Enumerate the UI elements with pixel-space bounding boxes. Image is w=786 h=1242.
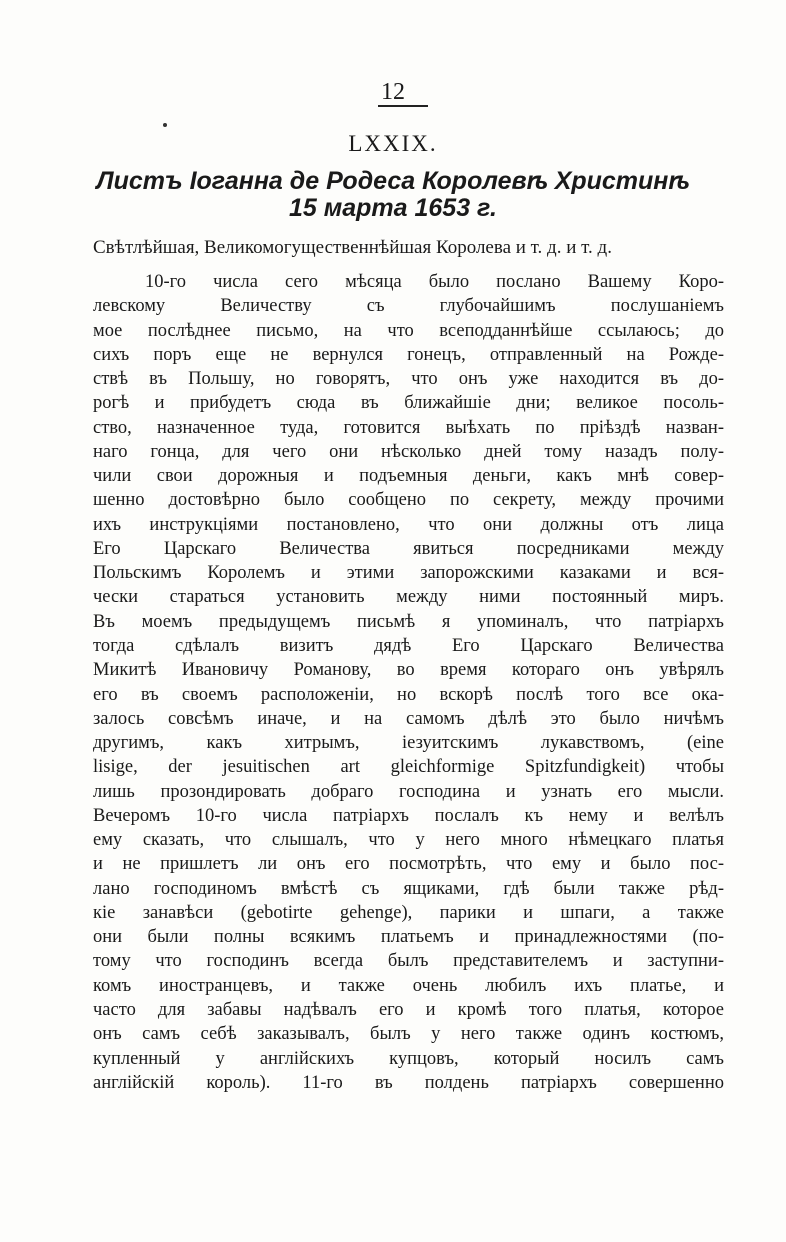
salutation: Свѣтлѣйшая, Великомогущественнѣйшая Королева и т. д. и т. д. bbox=[93, 237, 612, 258]
body-line: залось совсѣмъ иначе, и на самомъ дѣлѣ это было ничѣмъ bbox=[93, 708, 724, 729]
body-line: тогда сдѣлалъ визитъ дядѣ Его Царскаго Величества bbox=[93, 635, 724, 656]
body-line: тому что господинъ всегда былъ представителемъ и заступни- bbox=[93, 951, 724, 972]
body-line: лано господиномъ вмѣстѣ съ ящиками, гдѣ были также рѣд- bbox=[93, 878, 724, 899]
title-line-1: Листъ Іоганна де Родеса Королевѣ Христинѣ bbox=[96, 167, 690, 195]
body-line: и не пришлетъ ли онъ его посмотрѣть, что ему и было пос- bbox=[93, 854, 724, 875]
body-line: 10-го числа сего мѣсяца было послано Вашему Коро- bbox=[145, 272, 724, 292]
body-line: чили свои дорожныя и подъемныя деньги, какъ мнѣ совер- bbox=[93, 466, 724, 487]
page-number: 12 bbox=[381, 79, 405, 105]
title-line-2: 15 марта 1653 г. bbox=[288, 194, 498, 222]
body-line: ему сказать, что слышалъ, что у него много нѣмецкаго платья bbox=[93, 830, 724, 851]
body-line: они были полны всякимъ платьемъ и принадлежностями (по- bbox=[93, 927, 724, 948]
body-line: кіе занавѣси (gebotirte gehenge), парики и шпаги, а также bbox=[93, 902, 724, 923]
stray-dot bbox=[163, 123, 167, 127]
body-line: ство, назначенное туда, готовится выѣхать по пріѣздѣ назван- bbox=[93, 417, 724, 438]
body-line: lisige, der jesuitischen art gleichformige Spitzfundigkeit) чтобы bbox=[93, 757, 724, 778]
body-line: Вечеромъ 10-го числа патріархъ послалъ къ нему и велѣлъ bbox=[93, 805, 724, 826]
body-line: мое послѣднее письмо, на что всеподданнѣйше ссылаюсь; до bbox=[93, 320, 724, 341]
body-line: рогѣ и прибудетъ сюда въ ближайшіе дни; великое посоль- bbox=[93, 393, 724, 414]
body-line: Въ моемъ предыдущемъ письмѣ я упоминалъ, что патріархъ bbox=[93, 611, 724, 632]
body-line: часто для забавы надѣвалъ его и кромѣ того платья, которое bbox=[93, 999, 724, 1020]
body-line: другимъ, какъ хитрымъ, іезуитскимъ лукавствомъ, (eine bbox=[93, 733, 724, 754]
body-line: англійскій король). 11-го въ полдень патріархъ совершенно bbox=[93, 1072, 724, 1093]
body-text bbox=[93, 270, 724, 1095]
body-line: комъ иностранцевъ, и также очень любилъ ихъ платье, и bbox=[93, 975, 724, 996]
body-line: купленный у англійскихъ купцовъ, который носилъ самъ bbox=[93, 1048, 724, 1069]
document-title bbox=[0, 168, 786, 222]
body-line: Польскимъ Королемъ и этими запорожскими казаками и вся- bbox=[93, 563, 724, 584]
body-line: наго гонца, для чего они нѣсколько дней тому назадъ полу- bbox=[93, 441, 724, 462]
page-number-rule bbox=[378, 105, 428, 107]
body-line: лишь прозондировать добраго господина и узнать его мысли. bbox=[93, 781, 724, 802]
body-line: левскому Величеству съ глубочайшимъ послушаніемъ bbox=[93, 296, 724, 317]
body-line: сихъ поръ еще не вернулся гонецъ, отправленный на Рожде- bbox=[93, 344, 724, 365]
body-line: ихъ инструкціями постановлено, что они должны отъ лица bbox=[93, 514, 724, 535]
body-line: его въ своемъ расположеніи, но вскорѣ послѣ того все ока- bbox=[93, 684, 724, 705]
body-line: шенно достовѣрно было сообщено по секрету, между прочими bbox=[93, 490, 724, 511]
document-number: LXXIX. bbox=[348, 131, 438, 156]
body-line: Микитѣ Ивановичу Романову, во время котораго онъ увѣрялъ bbox=[93, 660, 724, 681]
body-line: онъ самъ себѣ заказывалъ, былъ у него также одинъ костюмъ, bbox=[93, 1024, 724, 1045]
body-line: Его Царскаго Величества явиться посредниками между bbox=[93, 538, 724, 559]
body-line: чески стараться установить между ними постоянный миръ. bbox=[93, 587, 724, 608]
body-line: ствѣ въ Польшу, но говорятъ, что онъ уже находится въ до- bbox=[93, 369, 724, 390]
